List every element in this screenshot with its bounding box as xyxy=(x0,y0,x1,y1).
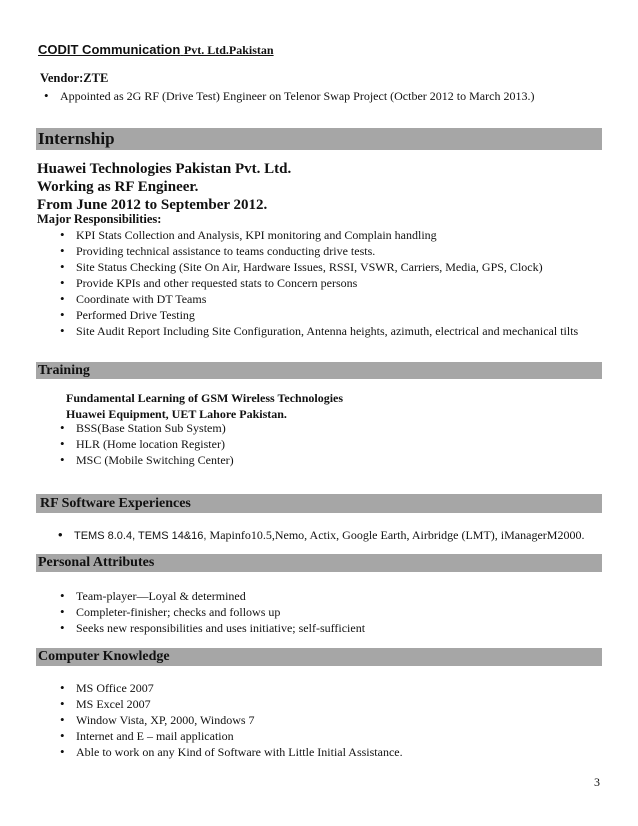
internship-role: Working as RF Engineer. xyxy=(37,179,199,195)
rf-software-list xyxy=(52,527,604,544)
rf-tools-sans: TEMS 8.0.4, TEMS 14&16, xyxy=(74,530,207,542)
list-item: • Internet and E – mail application xyxy=(54,728,604,744)
rf-tools-serif: Mapinfo10.5,Nemo, Actix, Google Earth, Airbridge (LMT), iManagerM2000. xyxy=(209,528,585,542)
list-item: • Completer-finisher; checks and follows up xyxy=(54,604,604,620)
list-item: • Appointed as 2G RF (Drive Test) Engineer on Telenor Swap Project (Octber 2012 to March 2013.) xyxy=(38,88,604,104)
vendor-label: Vendor:ZTE xyxy=(40,71,109,85)
list-item: • Performed Drive Testing xyxy=(54,307,604,323)
experience-list xyxy=(38,88,604,104)
list-item: • MSC (Mobile Switching Center) xyxy=(54,452,604,468)
list-item: • Able to work on any Kind of Software with Little Initial Assistance. xyxy=(54,744,604,760)
page-number: 3 xyxy=(594,775,600,789)
internship-period: From June 2012 to September 2012. xyxy=(37,197,268,213)
list-item: • Provide KPIs and other requested stats to Concern persons xyxy=(54,275,604,291)
computer-knowledge-list xyxy=(54,680,604,760)
training-heading xyxy=(66,390,343,422)
internship-heading xyxy=(37,160,291,214)
company-name-suffix: Pvt. Ltd.Pakistan xyxy=(183,43,274,57)
list-item: • Providing technical assistance to teams conducting drive tests. xyxy=(54,243,604,259)
list-item: • Site Status Checking (Site On Air, Hardware Issues, RSSI, VSWR, Carriers, Media, GPS, Clock) xyxy=(54,259,604,275)
training-venue: Huawei Equipment, UET Lahore Pakistan. xyxy=(66,407,287,421)
list-item: • HLR (Home location Register) xyxy=(54,436,604,452)
company-name xyxy=(38,42,274,58)
personal-attributes-list xyxy=(54,588,604,636)
responsibilities-list xyxy=(54,227,604,339)
training-course: Fundamental Learning of GSM Wireless Technologies xyxy=(66,391,344,405)
training-list xyxy=(54,420,604,468)
responsibilities-label: Major Responsibilities: xyxy=(37,212,162,226)
section-title: Computer Knowledge xyxy=(38,649,170,664)
company-name-main: CODIT Communication xyxy=(38,42,181,57)
section-header-computer-knowledge xyxy=(36,648,602,666)
list-item: • BSS(Base Station Sub System) xyxy=(54,420,604,436)
section-title: Personal Attributes xyxy=(38,555,155,570)
section-header-rf-software xyxy=(36,494,602,513)
list-item: • KPI Stats Collection and Analysis, KPI monitoring and Complain handling xyxy=(54,227,604,243)
section-title: RF Software Experiences xyxy=(40,496,191,511)
internship-company: Huawei Technologies Pakistan Pvt. Ltd. xyxy=(37,161,292,177)
list-item: • Site Audit Report Including Site Configuration, Antenna heights, azimuth, electrical and mechanical tilts xyxy=(54,323,604,339)
section-title: Internship xyxy=(38,129,115,148)
list-item: • Team-player—Loyal & determined xyxy=(54,588,604,604)
list-item: • Window Vista, XP, 2000, Windows 7 xyxy=(54,712,604,728)
list-item: • MS Office 2007 xyxy=(54,680,604,696)
list-item: • Coordinate with DT Teams xyxy=(54,291,604,307)
section-header-internship xyxy=(36,128,602,150)
list-item: • Seeks new responsibilities and uses initiative; self-sufficient xyxy=(54,620,604,636)
section-title: Training xyxy=(38,363,90,378)
section-header-training xyxy=(36,362,602,379)
list-item: • MS Excel 2007 xyxy=(54,696,604,712)
section-header-personal-attributes xyxy=(36,554,602,572)
list-item xyxy=(52,527,604,544)
